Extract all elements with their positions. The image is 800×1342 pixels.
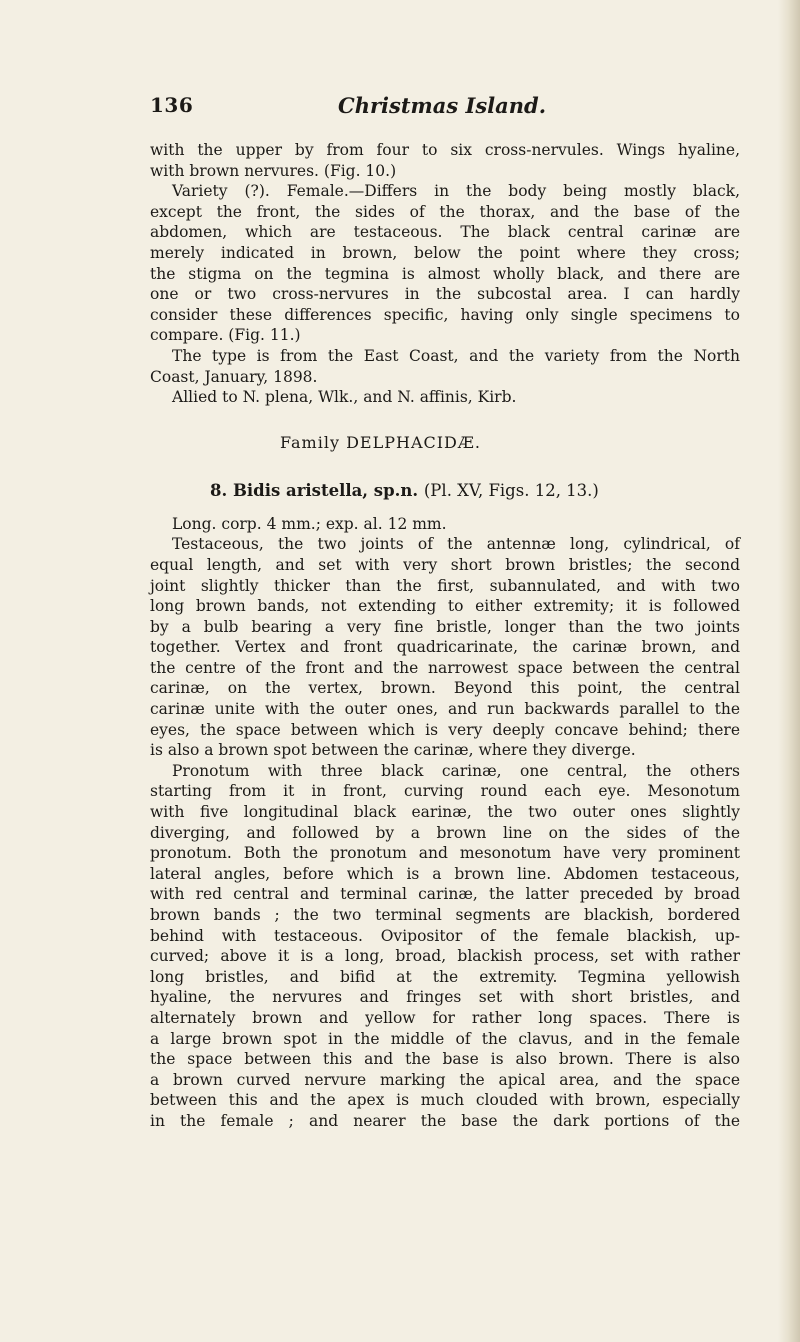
page-edge-shadow: [778, 0, 800, 1342]
text-line: Long. corp. 4 mm.; exp. al. 12 mm.: [172, 514, 447, 533]
text-line: The type is from the East Coast, and the variety from the North: [172, 346, 740, 365]
species-name: 8. Bidis aristella, sp.n.: [210, 480, 419, 500]
running-head: Christmas Island.: [338, 93, 547, 118]
text-line: long bristles, and bifid at the extremity. Tegmina yellowish: [150, 967, 740, 986]
text-line: merely indicated in brown, below the point where they cross;: [150, 243, 740, 262]
text-line: between this and the apex is much clouded with brown, especially: [150, 1091, 740, 1110]
paragraph-block-1: [150, 140, 740, 408]
text-line: abdomen, which are testaceous. The black central carinæ are: [150, 223, 740, 242]
text-line: alternately brown and yellow for rather long spaces. There is: [150, 1008, 740, 1027]
text-line: together. Vertex and front quadricarinate, the carinæ brown, and: [150, 638, 740, 657]
text-line: consider these differences specific, having only single specimens to: [150, 305, 740, 324]
plate-reference: (Pl. XV, Figs. 12, 13.): [423, 480, 599, 500]
section-gap: [150, 504, 740, 514]
text-line: in the female ; and nearer the base the dark portions of the: [150, 1111, 740, 1130]
text-line: the stigma on the tegmina is almost wholly black, and there are: [150, 264, 740, 283]
text-line: pronotum. Both the pronotum and mesonotum have very prominent: [150, 844, 740, 863]
text-line: with the upper by from four to six cross-nervules. Wings hyaline,: [150, 141, 740, 159]
text-line: equal length, and set with very short brown bristles; the second: [150, 555, 740, 574]
family-heading: Family DELPHACIDÆ.: [280, 432, 481, 452]
paragraph-block-2: [150, 514, 740, 1132]
text-line: hyaline, the nervures and fringes set with short bristles, and: [150, 988, 740, 1007]
text-line: long brown bands, not extending to either extremity; it is followed: [150, 597, 740, 616]
text-line: Pronotum with three black carinæ, one central, the others: [172, 761, 740, 780]
page-number: 136: [150, 93, 194, 117]
text-line: one or two cross-nervures in the subcostal area. I can hardly: [150, 285, 740, 304]
text-line: the centre of the front and the narrowest space between the central: [150, 658, 740, 677]
text-line: starting from it in front, curving round each eye. Mesonotum: [150, 782, 740, 801]
page-body: [150, 140, 740, 1132]
text-line: Coast, January, 1898.: [150, 367, 318, 386]
text-line: eyes, the space between which is very deeply concave behind; there: [150, 720, 740, 739]
text-line: joint slightly thicker than the first, subannulated, and with two: [150, 576, 740, 595]
text-line: is also a brown spot between the carinæ, where they diverge.: [150, 741, 636, 760]
text-line: behind with testaceous. Ovipositor of the female blackish, up-: [150, 926, 740, 945]
section-gap: [150, 456, 740, 478]
text-line: lateral angles, before which is a brown line. Abdomen testaceous,: [150, 864, 740, 883]
text-line: a large brown spot in the middle of the clavus, and in the female: [150, 1029, 740, 1048]
text-line: the space between this and the base is also brown. There is also: [150, 1050, 740, 1069]
text-line: curved; above it is a long, broad, blackish process, set with rather: [150, 947, 740, 966]
text-line: carinæ, on the vertex, brown. Beyond this point, the central: [150, 679, 740, 698]
species-heading: [150, 478, 740, 504]
text-line: Testaceous, the two joints of the antennæ long, cylindrical, of: [172, 535, 740, 554]
text-line: diverging, and followed by a brown line on the sides of the: [150, 823, 740, 842]
text-line: brown bands ; the two terminal segments are blackish, bordered: [150, 906, 740, 924]
section-gap: [150, 408, 740, 430]
text-line: a brown curved nervure marking the apical area, and the space: [150, 1070, 740, 1089]
text-line: with red central and terminal carinæ, the latter preceded by broad: [150, 885, 740, 904]
text-line: Allied to N. plena, Wlk., and N. affinis, Kirb.: [172, 388, 517, 407]
text-line: except the front, the sides of the thorax, and the base of the: [150, 202, 740, 221]
text-line: with five longitudinal black earinæ, the two outer ones slightly: [150, 803, 740, 822]
text-line: with brown nervures. (Fig. 10.): [150, 161, 397, 180]
page-header: [150, 93, 740, 121]
text-line: carinæ unite with the outer ones, and run backwards parallel to the: [150, 700, 740, 719]
text-line: by a bulb bearing a very fine bristle, longer than the two joints: [150, 617, 740, 636]
text-line: Variety (?). Female.—Differs in the body being mostly black,: [172, 182, 740, 201]
text-line: compare. (Fig. 11.): [150, 326, 301, 345]
